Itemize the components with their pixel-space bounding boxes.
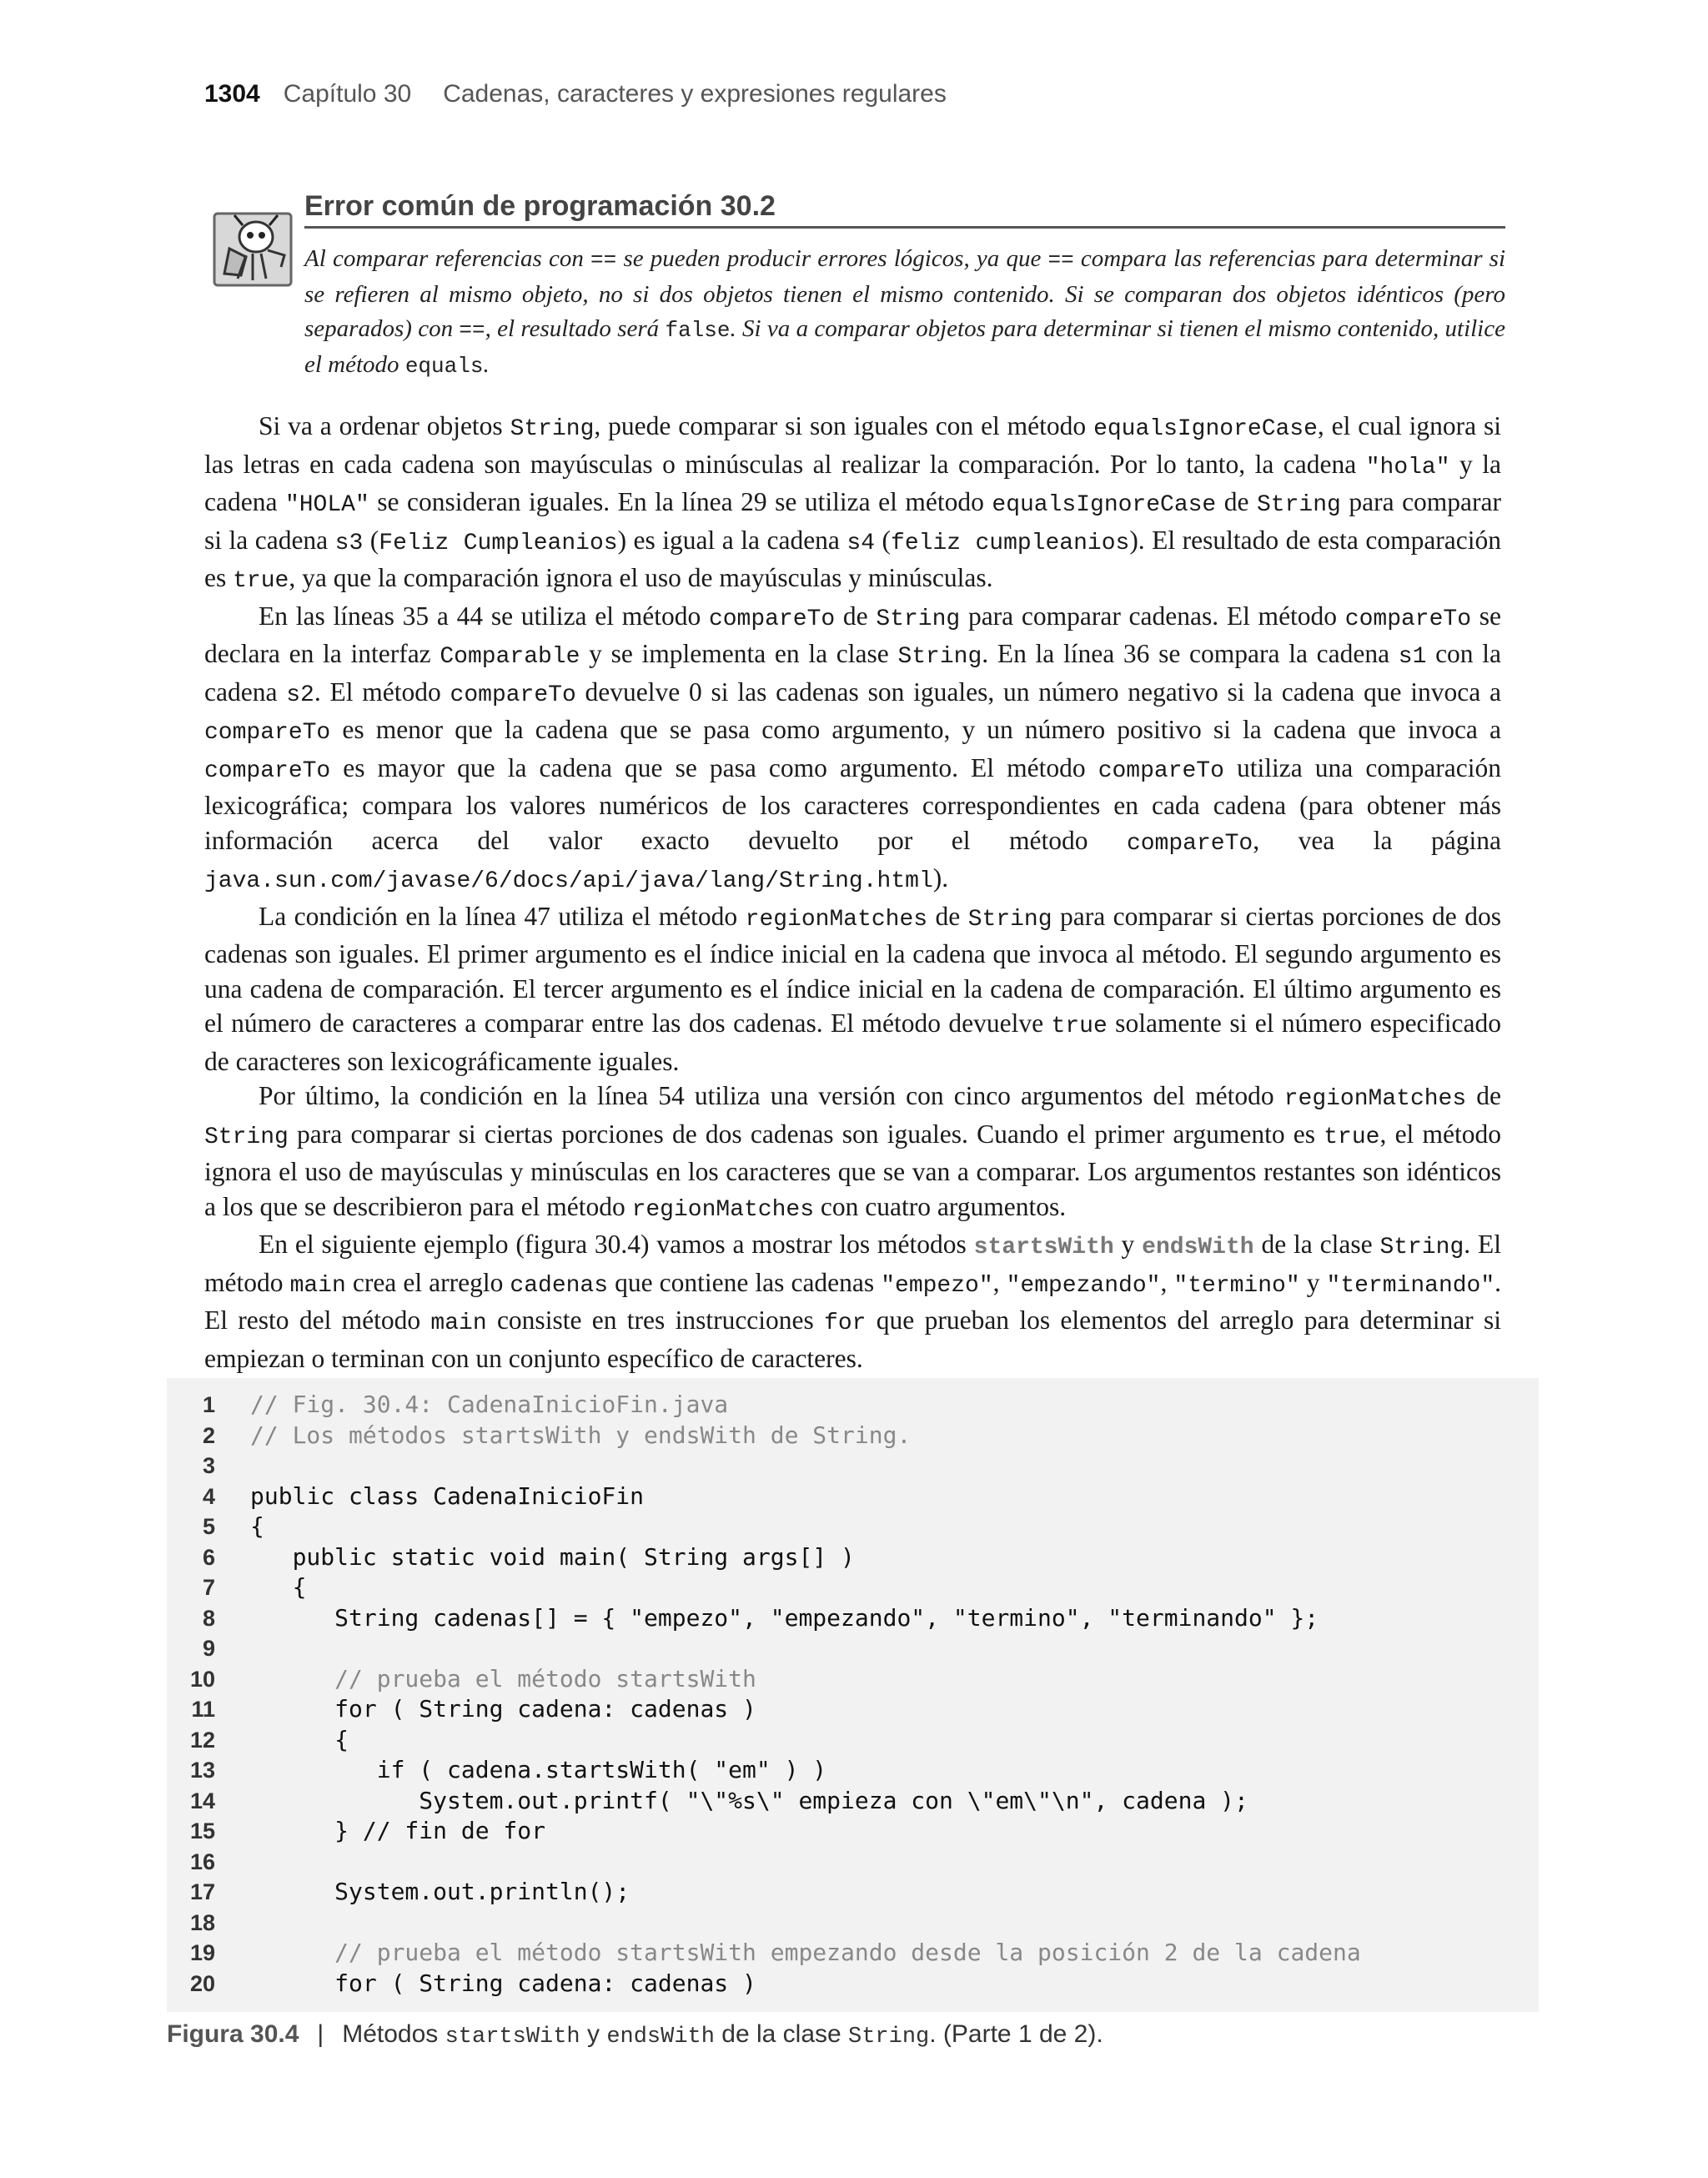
inline-code: s3: [334, 530, 364, 556]
text-run: ) es igual a la cadena: [617, 525, 847, 555]
inline-code: equalsIgnoreCase: [992, 492, 1217, 518]
inline-code: cadenas: [510, 1272, 609, 1299]
figure-caption: [167, 2020, 1103, 2050]
text-run: se declara en la interfaz: [204, 601, 1501, 668]
callout-text-run: Al comparar referencias con: [304, 245, 591, 272]
line-number: 15: [189, 1818, 215, 1844]
text-run: ,: [1160, 1267, 1174, 1297]
inline-code: String: [876, 606, 961, 632]
body-paragraph: [204, 899, 1501, 1079]
inline-code: String: [1257, 492, 1341, 518]
code-text: if ( cadena.startsWith( "em" ) ): [250, 1756, 827, 1783]
inline-code: Comparable: [440, 644, 580, 670]
body-paragraph: [204, 1227, 1501, 1376]
text-run: consiste en tres instrucciones: [486, 1305, 825, 1335]
inline-code: main: [430, 1310, 487, 1336]
line-number: 12: [189, 1727, 215, 1753]
line-number: 4: [202, 1483, 215, 1509]
text-run: . El método: [204, 1230, 1502, 1297]
line-number: 6: [202, 1544, 215, 1570]
inline-code: String: [1379, 1235, 1464, 1260]
text-run: En el siguiente ejemplo (figura 30.4) vamos a mostrar los métodos: [259, 1230, 974, 1259]
inline-code: java.sun.com/javase/6/docs/api/java/lang/String.html: [204, 868, 933, 894]
inline-code: true: [1051, 1014, 1108, 1039]
code-listing: [167, 1378, 1539, 2012]
inline-code: "terminando": [1326, 1272, 1495, 1299]
callout-code-run: ==: [590, 248, 617, 273]
text-run: , el método ignora el uso de mayúsculas y minúsculas en los caracteres que se van a comparar. Los argumentos restantes son idénticos a los que se describieron para el método: [204, 1119, 1502, 1221]
line-number: 20: [189, 1970, 215, 1996]
inline-code: Feliz Cumpleanios: [379, 530, 618, 556]
caption-code-run: endsWith: [606, 2025, 715, 2050]
text-run: es menor que la cadena que se pasa como argumento, y un número positivo si la cadena que invoca a: [330, 715, 1501, 744]
inline-code: compareTo: [708, 606, 836, 632]
text-run: (: [363, 525, 379, 555]
figure-label: Figura 30.4: [167, 2020, 299, 2048]
inline-code: String: [897, 644, 982, 670]
code-text: // prueba el método startsWith empezando desde la posición 2 de la cadena: [250, 1939, 1361, 1966]
line-number: 11: [191, 1697, 215, 1722]
callout-code-run: equals: [404, 354, 484, 379]
line-number: 2: [202, 1422, 215, 1448]
code-text: public class CadenaInicioFin: [250, 1481, 645, 1510]
code-text: public static void main( String args[] ): [250, 1542, 855, 1571]
inline-code: compareTo: [450, 682, 576, 708]
text-run: solamente si el número especificado de caracteres son lexicográficamente iguales.: [204, 1009, 1501, 1076]
inline-code: compareTo: [1344, 606, 1472, 632]
text-run: crea el arreglo: [345, 1267, 510, 1297]
inline-code: String: [967, 906, 1052, 933]
text-run: con la cadena: [204, 639, 1501, 707]
inline-code: String: [510, 416, 595, 442]
text-run: , puede comparar si son iguales con el método: [594, 411, 1094, 440]
text-run: de: [927, 901, 968, 931]
line-number: 5: [202, 1514, 215, 1539]
text-run: para comparar si ciertas porciones de dos cadenas son iguales. Cuando el primer argumento es: [288, 1119, 1324, 1149]
code-text: {: [250, 1512, 264, 1540]
text-run: y: [1299, 1267, 1327, 1297]
text-run: para comparar si ciertas porciones de dos cadenas son iguales. El primer argumento es el índice inicial en la cadena que invoca al método. El segundo argumento es una cadena de comparación. El tercer argumento es el índice inicial en la cadena de comparación. El último argumento es el número de caracteres a comparar entre las dos cadenas. El método devuelve: [204, 901, 1501, 1038]
text-run: , el cual ignora si las letras en cada cadena son mayúsculas o minúsculas al realizar la comparación. Por lo tanto, la cadena: [204, 411, 1501, 479]
code-text: // Los métodos startsWith y endsWith de String.: [250, 1421, 912, 1449]
text-run: y se implementa en la clase: [580, 639, 898, 668]
code-text: {: [250, 1725, 349, 1753]
callout-text: [304, 242, 1505, 384]
line-number: 16: [189, 1849, 215, 1874]
callout-text-run: compara las referencias para determinar si se refieren al mismo objeto, no si dos objetos tienen el mismo contenido. Si se comparan dos objetos idénticos (pero separados) con: [304, 245, 1505, 342]
text-run: y: [1113, 1230, 1143, 1259]
inline-code: "termino": [1173, 1272, 1300, 1299]
text-run: de la clase: [1253, 1230, 1380, 1259]
body-paragraph: [204, 1079, 1501, 1227]
line-number: 8: [202, 1605, 215, 1631]
inline-code: s2: [286, 682, 314, 708]
chapter-title: Cadenas, caracteres y expresiones regulares: [443, 80, 947, 108]
line-number: 7: [202, 1575, 215, 1600]
inline-code: "HOLA": [284, 492, 369, 518]
inline-code: s4: [846, 530, 876, 556]
text-run: . El resto del método: [204, 1267, 1502, 1335]
highlighted-code: startsWith: [973, 1235, 1114, 1260]
text-run: ). El resultado de esta comparación es: [204, 525, 1502, 592]
code-text: for ( String cadena: cadenas ): [250, 1969, 756, 1997]
common-error-callout: [213, 190, 1505, 379]
inline-code: "empezando": [1006, 1272, 1161, 1299]
callout-code-run: false: [665, 318, 731, 343]
running-header: [204, 80, 947, 108]
callout-text-run: . Si va a comparar objetos para determinar si tienen el mismo contenido, utilice el método: [304, 315, 1505, 378]
line-number: 9: [202, 1636, 215, 1661]
line-number: 13: [189, 1758, 215, 1783]
text-run: de: [835, 601, 877, 631]
callout-text-run: se pueden producir errores lógicos, ya que: [616, 245, 1048, 272]
code-text: // Fig. 30.4: CadenaInicioFin.java: [250, 1391, 729, 1418]
text-run: de: [1466, 1081, 1501, 1110]
inline-code: main: [289, 1272, 346, 1299]
code-text: String cadenas[] = { "empezo", "empezando", "termino", "terminando" };: [250, 1603, 1319, 1632]
line-number: 1: [202, 1392, 215, 1417]
caption-code-run: String: [848, 2025, 930, 2050]
caption-text-run: . (Parte 1 de 2).: [929, 2020, 1103, 2048]
text-run: devuelve 0 si las cadenas son iguales, un número negativo si la cadena que invoca a: [575, 677, 1501, 707]
highlighted-code: endsWith: [1142, 1235, 1254, 1260]
line-number: 19: [189, 1940, 215, 1965]
text-run: En las líneas 35 a 44 se utiliza el método: [259, 601, 709, 631]
line-number: 17: [189, 1879, 215, 1904]
text-run: utiliza una comparación lexicográfica; compara los valores numéricos de los caracteres correspondientes en cada cadena (para obtener más información acerca del valor exacto devuelto por el método: [204, 752, 1502, 855]
body-paragraph: [204, 599, 1501, 899]
caption-code-run: startsWith: [445, 2025, 580, 2050]
inline-code: compareTo: [1098, 757, 1224, 784]
inline-code: for: [824, 1310, 867, 1336]
line-number: 10: [189, 1666, 215, 1692]
chapter-label: Capítulo 30: [283, 80, 412, 108]
code-text: } // fin de for: [250, 1817, 546, 1844]
text-run: y la cadena: [204, 449, 1502, 516]
text-run: que prueban los elementos del arreglo para determinar si empiezan o terminan con un conjunto específico de caracteres.: [204, 1305, 1501, 1373]
inline-code: compareTo: [204, 757, 331, 784]
text-run: . El método: [314, 677, 450, 707]
caption-text-run: de la clase: [714, 2020, 849, 2048]
inline-code: equalsIgnoreCase: [1093, 416, 1318, 442]
text-run: se consideran iguales. En la línea 29 se utiliza el método: [369, 487, 992, 516]
text-run: , ya que la comparación ignora el uso de mayúsculas y minúsculas.: [289, 563, 993, 592]
text-run: La condición en la línea 47 utiliza el método: [259, 901, 746, 931]
body-paragraph: [204, 409, 1501, 599]
inline-code: compareTo: [204, 720, 331, 746]
text-run: de: [1216, 487, 1257, 516]
text-run: ,: [992, 1267, 1007, 1297]
text-run: Por último, la condición en la línea 54 utiliza una versión con cinco argumentos del método: [259, 1081, 1284, 1110]
text-run: ).: [932, 863, 949, 893]
code-text: {: [250, 1573, 307, 1601]
callout-text-run: .: [483, 351, 490, 378]
text-run: . En la línea 36 se compara la cadena: [982, 639, 1399, 668]
inline-code: true: [233, 568, 289, 594]
text-run: para comparar cadenas. El método: [960, 601, 1345, 631]
inline-code: feliz cumpleanios: [891, 530, 1130, 556]
inline-code: compareTo: [1126, 830, 1253, 857]
page-number: 1304: [204, 80, 260, 108]
callout-text-run: , el resultado será: [485, 315, 666, 342]
text-run: para comparar si la cadena: [204, 487, 1501, 555]
inline-code: true: [1324, 1124, 1380, 1150]
caption-text-run: Métodos: [342, 2020, 445, 2048]
body-text: [204, 409, 1501, 1376]
inline-code: s1: [1398, 644, 1427, 670]
inline-code: String: [204, 1124, 289, 1150]
code-text: for ( String cadena: cadenas ): [250, 1695, 756, 1723]
caption-text-run: y: [580, 2020, 607, 2048]
code-text: // prueba el método startsWith: [250, 1664, 756, 1693]
code-text: System.out.printf( "\"%s\" empieza con \"em\"\n", cadena );: [250, 1786, 1248, 1814]
inline-code: regionMatches: [745, 906, 928, 933]
bug-thumbs-down-icon: [213, 207, 296, 290]
line-number: 3: [202, 1453, 215, 1478]
line-number: 14: [189, 1788, 215, 1813]
text-run: , vea la página: [1253, 825, 1501, 855]
code-text: System.out.println();: [250, 1878, 630, 1905]
inline-code: "hola": [1365, 454, 1450, 480]
inline-code: regionMatches: [1284, 1086, 1467, 1112]
text-run: que contiene las cadenas: [608, 1267, 882, 1297]
callout-code-run: ==: [1047, 248, 1074, 273]
callout-title: Error común de programación 30.2: [304, 190, 1505, 229]
caption-separator: |: [317, 2020, 324, 2048]
inline-code: regionMatches: [631, 1196, 815, 1223]
text-run: (: [875, 525, 892, 555]
line-number: 18: [189, 1909, 215, 1935]
text-run: es mayor que la cadena que se pasa como argumento. El método: [330, 752, 1098, 782]
inline-code: "empezo": [881, 1272, 993, 1299]
text-run: Si va a ordenar objetos: [259, 411, 510, 440]
text-run: con cuatro argumentos.: [814, 1191, 1067, 1221]
callout-code-run: ==: [459, 318, 485, 343]
